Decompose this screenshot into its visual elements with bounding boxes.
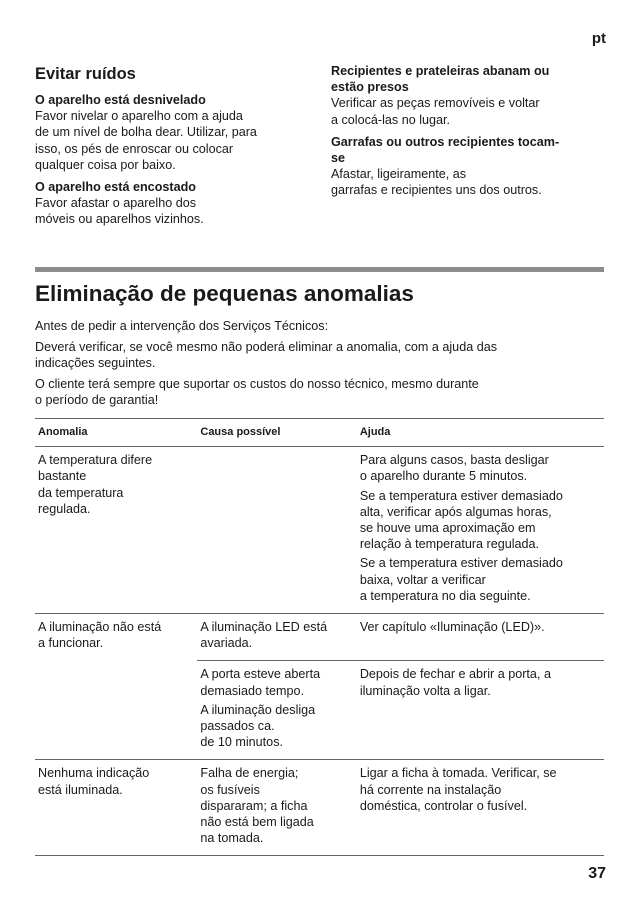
table-cell-help (357, 661, 604, 760)
cell-text: A porta esteve aberta demasiado tempo. (200, 667, 321, 698)
cell-text: Nenhuma indicação está iluminada. (38, 766, 150, 797)
section-divider (35, 267, 604, 272)
column-header-ajuda: Ajuda (357, 419, 604, 447)
table-row (35, 614, 604, 661)
paragraph-recipientes: Verificar as peças removíveis e voltar a colocá-las no lugar. (331, 96, 540, 127)
table-cell-help (357, 447, 604, 614)
troubleshooting-table (35, 418, 604, 856)
paragraph-garrafas: Afastar, ligeiramente, as garrafas e recipientes uns dos outros. (331, 167, 542, 198)
table-cell-anomaly (35, 760, 197, 856)
section-title-evitar-ruidos: Evitar ruídos (35, 65, 136, 83)
table-row (35, 447, 604, 614)
cell-text: Ver capítulo «Iluminação (LED)». (359, 620, 545, 635)
table-cell-cause (197, 614, 356, 661)
table-cell-cause (197, 661, 356, 760)
table-cell-anomaly (35, 447, 197, 614)
table-cell-cause (197, 447, 356, 614)
cell-text: A iluminação não está a funcionar. (38, 620, 162, 651)
cell-text: Falha de energia; os fusíveis dispararam; a ficha não está bem ligada na tomada. (200, 766, 314, 846)
table-row (35, 760, 604, 856)
paragraph-encostado: Favor afastar o aparelho dos móveis ou aparelhos vizinhos. (35, 196, 204, 227)
column-header-anomalia: Anomalia (35, 419, 197, 447)
cell-text: Ligar a ficha à tomada. Verificar, se há corrente na instalação doméstica, controlar o fusível. (359, 766, 557, 813)
cell-text: Para alguns casos, basta desligar o aparelho durante 5 minutos. (359, 453, 549, 484)
cell-text: Se a temperatura estiver demasiado baixa, voltar a verificar a temperatura no dia seguinte. (359, 556, 563, 603)
left-column (35, 63, 297, 234)
intro-paragraph: O cliente terá sempre que suportar os custos do nosso técnico, mesmo durante o período de garantia! (35, 376, 479, 408)
cell-text: Depois de fechar e abrir a porta, a iluminação volta a ligar. (359, 667, 551, 698)
table-cell-help (357, 760, 604, 856)
intro-paragraph: Deverá verificar, se você mesmo não poderá eliminar a anomalia, com a ajuda das indicações seguintes. (35, 339, 498, 371)
language-tag: pt (591, 30, 606, 47)
table-cell-help (357, 614, 604, 661)
paragraph-desnivelado: Favor nivelar o aparelho com a ajuda de um nível de bolha dear. Utilizar, para isso, os pés de enroscar ou colocar qualquer coisa por baixo. (35, 109, 257, 172)
subheading-desnivelado: O aparelho está desnivelado (35, 93, 206, 107)
subheading-garrafas: Garrafas ou outros recipientes tocam- se (331, 134, 560, 166)
table-cell-anomaly (35, 614, 197, 760)
cell-text: A iluminação desliga passados ca. de 10 minutos. (200, 702, 316, 750)
intro-text (35, 318, 604, 413)
table-cell-cause (197, 760, 356, 856)
right-column (331, 63, 603, 205)
intro-paragraph: Antes de pedir a intervenção dos Serviços Técnicos: (35, 319, 329, 333)
cell-text: Se a temperatura estiver demasiado alta, verificar após algumas horas, se houve uma aproximação em relação à temperatura regulada. (359, 488, 563, 552)
page-number: 37 (588, 865, 606, 882)
cell-text: A iluminação LED está avariada. (200, 620, 328, 651)
cell-text: A temperatura difere bastante da temperatura regulada. (38, 453, 153, 516)
subheading-encostado: O aparelho está encostado (35, 180, 196, 195)
column-header-causa: Causa possível (197, 419, 356, 447)
table-header-row (35, 419, 604, 447)
subheading-recipientes: Recipientes e prateleiras abanam ou estão presos (331, 64, 550, 95)
page-title: Eliminação de pequenas anomalias (35, 281, 414, 306)
